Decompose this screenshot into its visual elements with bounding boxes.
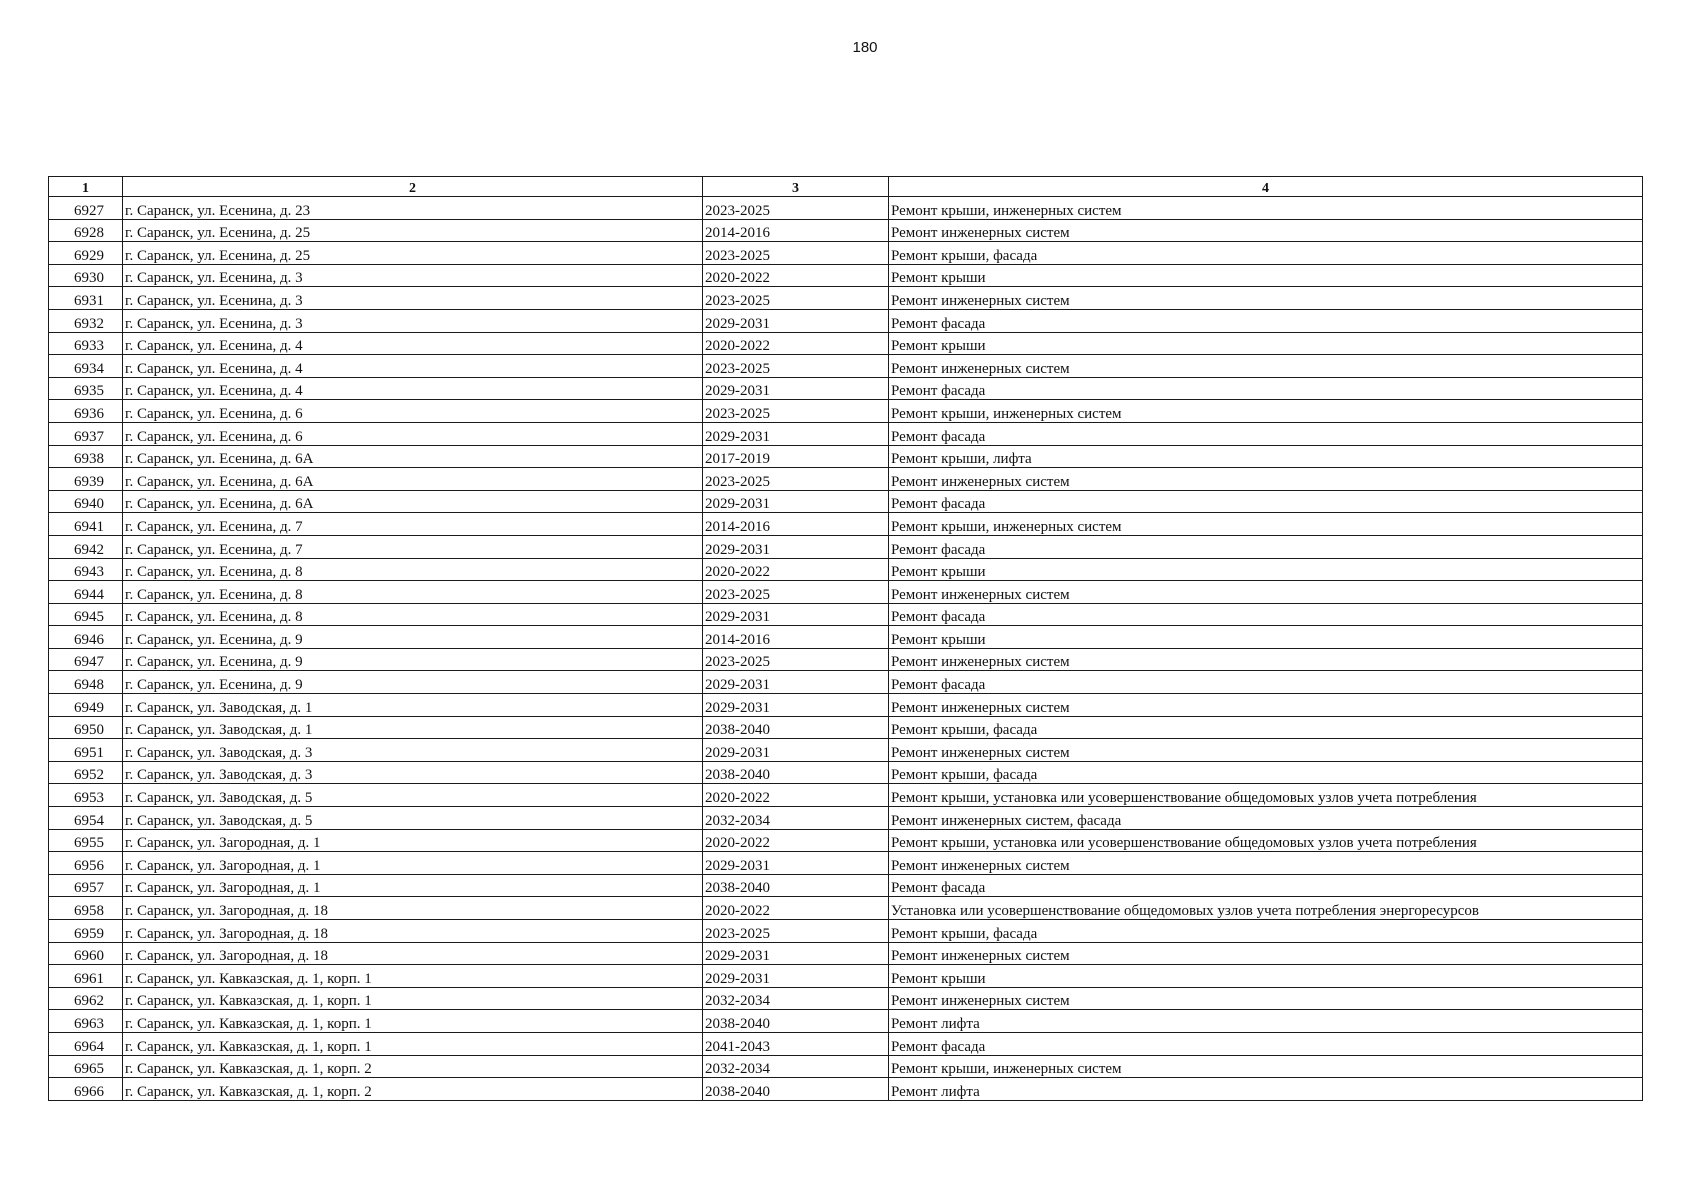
- address-cell: г. Саранск, ул. Есенина, д. 4: [123, 332, 703, 355]
- table-row: [49, 671, 1643, 694]
- row-number: 6928: [49, 219, 123, 242]
- period-cell: 2023-2025: [703, 355, 889, 378]
- header-col-4: 4: [889, 177, 1643, 197]
- row-number: 6942: [49, 535, 123, 558]
- row-number: 6941: [49, 513, 123, 536]
- table-row: [49, 242, 1643, 265]
- work-type-cell: Ремонт крыши, фасада: [889, 242, 1643, 265]
- table-row: [49, 1078, 1643, 1101]
- row-number: 6966: [49, 1078, 123, 1101]
- work-type-cell: Ремонт крыши, инженерных систем: [889, 513, 1643, 536]
- work-type-cell: Ремонт инженерных систем: [889, 987, 1643, 1010]
- row-number: 6953: [49, 784, 123, 807]
- period-cell: 2020-2022: [703, 784, 889, 807]
- work-type-cell: Ремонт фасада: [889, 377, 1643, 400]
- table-body: [49, 197, 1643, 1101]
- table-row: [49, 197, 1643, 220]
- period-cell: 2023-2025: [703, 920, 889, 943]
- table-row: [49, 942, 1643, 965]
- address-cell: г. Саранск, ул. Кавказская, д. 1, корп. 1: [123, 1010, 703, 1033]
- table-row: [49, 309, 1643, 332]
- work-type-cell: Ремонт инженерных систем: [889, 942, 1643, 965]
- address-cell: г. Саранск, ул. Загородная, д. 18: [123, 920, 703, 943]
- row-number: 6936: [49, 400, 123, 423]
- table-row: [49, 694, 1643, 717]
- page-number: 180: [852, 39, 878, 56]
- row-number: 6929: [49, 242, 123, 265]
- period-cell: 2029-2031: [703, 942, 889, 965]
- work-type-cell: Ремонт инженерных систем: [889, 739, 1643, 762]
- table-row: [49, 648, 1643, 671]
- work-type-cell: Ремонт инженерных систем: [889, 694, 1643, 717]
- address-cell: г. Саранск, ул. Есенина, д. 9: [123, 626, 703, 649]
- period-cell: 2032-2034: [703, 987, 889, 1010]
- row-number: 6961: [49, 965, 123, 988]
- work-type-cell: Ремонт фасада: [889, 309, 1643, 332]
- address-cell: г. Саранск, ул. Есенина, д. 6А: [123, 490, 703, 513]
- row-number: 6951: [49, 739, 123, 762]
- period-cell: 2029-2031: [703, 671, 889, 694]
- address-cell: г. Саранск, ул. Есенина, д. 3: [123, 287, 703, 310]
- period-cell: 2038-2040: [703, 761, 889, 784]
- work-type-cell: Ремонт крыши, установка или усовершенствование общедомовых узлов учета потребления: [889, 784, 1643, 807]
- address-cell: г. Саранск, ул. Есенина, д. 8: [123, 558, 703, 581]
- table-row: [49, 377, 1643, 400]
- row-number: 6933: [49, 332, 123, 355]
- table-row: [49, 784, 1643, 807]
- period-cell: 2020-2022: [703, 264, 889, 287]
- repair-schedule-table: [48, 176, 1643, 1101]
- work-type-cell: Ремонт крыши: [889, 332, 1643, 355]
- work-type-cell: Ремонт крыши, установка или усовершенствование общедомовых узлов учета потребления: [889, 829, 1643, 852]
- address-cell: г. Саранск, ул. Есенина, д. 6А: [123, 468, 703, 491]
- period-cell: 2023-2025: [703, 468, 889, 491]
- table-row: [49, 897, 1643, 920]
- address-cell: г. Саранск, ул. Есенина, д. 6: [123, 400, 703, 423]
- period-cell: 2029-2031: [703, 694, 889, 717]
- table-row: [49, 829, 1643, 852]
- table-row: [49, 1010, 1643, 1033]
- table-row: [49, 761, 1643, 784]
- work-type-cell: Ремонт фасада: [889, 874, 1643, 897]
- address-cell: г. Саранск, ул. Загородная, д. 1: [123, 829, 703, 852]
- work-type-cell: Ремонт инженерных систем: [889, 219, 1643, 242]
- period-cell: 2041-2043: [703, 1032, 889, 1055]
- period-cell: 2014-2016: [703, 513, 889, 536]
- table-row: [49, 626, 1643, 649]
- address-cell: г. Саранск, ул. Загородная, д. 1: [123, 874, 703, 897]
- row-number: 6934: [49, 355, 123, 378]
- period-cell: 2032-2034: [703, 807, 889, 830]
- work-type-cell: Ремонт инженерных систем: [889, 581, 1643, 604]
- row-number: 6962: [49, 987, 123, 1010]
- work-type-cell: Установка или усовершенствование общедомовых узлов учета потребления энергоресурсов: [889, 897, 1643, 920]
- table-row: [49, 965, 1643, 988]
- work-type-cell: Ремонт инженерных систем: [889, 355, 1643, 378]
- address-cell: г. Саранск, ул. Есенина, д. 7: [123, 535, 703, 558]
- row-number: 6930: [49, 264, 123, 287]
- work-type-cell: Ремонт лифта: [889, 1010, 1643, 1033]
- period-cell: 2029-2031: [703, 603, 889, 626]
- row-number: 6956: [49, 852, 123, 875]
- period-cell: 2038-2040: [703, 1010, 889, 1033]
- table-header-row: [49, 177, 1643, 197]
- work-type-cell: Ремонт крыши: [889, 965, 1643, 988]
- row-number: 6955: [49, 829, 123, 852]
- work-type-cell: Ремонт фасада: [889, 535, 1643, 558]
- table-row: [49, 987, 1643, 1010]
- work-type-cell: Ремонт фасада: [889, 490, 1643, 513]
- period-cell: 2020-2022: [703, 558, 889, 581]
- row-number: 6938: [49, 445, 123, 468]
- address-cell: г. Саранск, ул. Есенина, д. 7: [123, 513, 703, 536]
- row-number: 6931: [49, 287, 123, 310]
- work-type-cell: Ремонт инженерных систем: [889, 287, 1643, 310]
- table-row: [49, 535, 1643, 558]
- address-cell: г. Саранск, ул. Есенина, д. 4: [123, 377, 703, 400]
- row-number: 6957: [49, 874, 123, 897]
- period-cell: 2029-2031: [703, 377, 889, 400]
- table-row: [49, 852, 1643, 875]
- table-row: [49, 581, 1643, 604]
- address-cell: г. Саранск, ул. Кавказская, д. 1, корп. 1: [123, 1032, 703, 1055]
- period-cell: 2023-2025: [703, 242, 889, 265]
- table-row: [49, 558, 1643, 581]
- address-cell: г. Саранск, ул. Есенина, д. 6: [123, 422, 703, 445]
- row-number: 6944: [49, 581, 123, 604]
- table-row: [49, 264, 1643, 287]
- work-type-cell: Ремонт инженерных систем: [889, 468, 1643, 491]
- row-number: 6935: [49, 377, 123, 400]
- row-number: 6946: [49, 626, 123, 649]
- period-cell: 2023-2025: [703, 581, 889, 604]
- address-cell: г. Саранск, ул. Заводская, д. 1: [123, 716, 703, 739]
- table-row: [49, 219, 1643, 242]
- period-cell: 2020-2022: [703, 332, 889, 355]
- period-cell: 2020-2022: [703, 829, 889, 852]
- address-cell: г. Саранск, ул. Есенина, д. 4: [123, 355, 703, 378]
- work-type-cell: Ремонт крыши, фасада: [889, 761, 1643, 784]
- period-cell: 2023-2025: [703, 287, 889, 310]
- address-cell: г. Саранск, ул. Кавказская, д. 1, корп. 2: [123, 1078, 703, 1101]
- period-cell: 2017-2019: [703, 445, 889, 468]
- period-cell: 2038-2040: [703, 716, 889, 739]
- address-cell: г. Саранск, ул. Есенина, д. 3: [123, 264, 703, 287]
- work-type-cell: Ремонт крыши: [889, 558, 1643, 581]
- address-cell: г. Саранск, ул. Есенина, д. 9: [123, 648, 703, 671]
- address-cell: г. Саранск, ул. Есенина, д. 8: [123, 581, 703, 604]
- address-cell: г. Саранск, ул. Есенина, д. 8: [123, 603, 703, 626]
- work-type-cell: Ремонт фасада: [889, 671, 1643, 694]
- work-type-cell: Ремонт крыши: [889, 264, 1643, 287]
- address-cell: г. Саранск, ул. Кавказская, д. 1, корп. 1: [123, 987, 703, 1010]
- row-number: 6927: [49, 197, 123, 220]
- address-cell: г. Саранск, ул. Есенина, д. 9: [123, 671, 703, 694]
- table-row: [49, 422, 1643, 445]
- period-cell: 2029-2031: [703, 852, 889, 875]
- table-row: [49, 716, 1643, 739]
- address-cell: г. Саранск, ул. Кавказская, д. 1, корп. 1: [123, 965, 703, 988]
- work-type-cell: Ремонт инженерных систем, фасада: [889, 807, 1643, 830]
- table-row: [49, 355, 1643, 378]
- row-number: 6963: [49, 1010, 123, 1033]
- period-cell: 2023-2025: [703, 197, 889, 220]
- address-cell: г. Саранск, ул. Заводская, д. 5: [123, 784, 703, 807]
- row-number: 6964: [49, 1032, 123, 1055]
- row-number: 6940: [49, 490, 123, 513]
- table-row: [49, 513, 1643, 536]
- row-number: 6937: [49, 422, 123, 445]
- work-type-cell: Ремонт фасада: [889, 422, 1643, 445]
- period-cell: 2023-2025: [703, 400, 889, 423]
- row-number: 6947: [49, 648, 123, 671]
- address-cell: г. Саранск, ул. Есенина, д. 3: [123, 309, 703, 332]
- table-row: [49, 1032, 1643, 1055]
- table-row: [49, 920, 1643, 943]
- table-row: [49, 1055, 1643, 1078]
- period-cell: 2038-2040: [703, 874, 889, 897]
- address-cell: г. Саранск, ул. Есенина, д. 23: [123, 197, 703, 220]
- table-row: [49, 445, 1643, 468]
- header-col-2: 2: [123, 177, 703, 197]
- work-type-cell: Ремонт крыши, фасада: [889, 716, 1643, 739]
- table-row: [49, 874, 1643, 897]
- table-row: [49, 603, 1643, 626]
- address-cell: г. Саранск, ул. Загородная, д. 1: [123, 852, 703, 875]
- address-cell: г. Саранск, ул. Заводская, д. 3: [123, 739, 703, 762]
- period-cell: 2029-2031: [703, 309, 889, 332]
- table-row: [49, 287, 1643, 310]
- row-number: 6948: [49, 671, 123, 694]
- period-cell: 2029-2031: [703, 535, 889, 558]
- period-cell: 2032-2034: [703, 1055, 889, 1078]
- header-col-1: 1: [49, 177, 123, 197]
- header-col-3: 3: [703, 177, 889, 197]
- work-type-cell: Ремонт крыши, лифта: [889, 445, 1643, 468]
- address-cell: г. Саранск, ул. Есенина, д. 25: [123, 242, 703, 265]
- work-type-cell: Ремонт лифта: [889, 1078, 1643, 1101]
- period-cell: 2038-2040: [703, 1078, 889, 1101]
- row-number: 6954: [49, 807, 123, 830]
- address-cell: г. Саранск, ул. Загородная, д. 18: [123, 897, 703, 920]
- address-cell: г. Саранск, ул. Заводская, д. 3: [123, 761, 703, 784]
- row-number: 6932: [49, 309, 123, 332]
- address-cell: г. Саранск, ул. Кавказская, д. 1, корп. 2: [123, 1055, 703, 1078]
- table-row: [49, 739, 1643, 762]
- address-cell: г. Саранск, ул. Заводская, д. 5: [123, 807, 703, 830]
- row-number: 6945: [49, 603, 123, 626]
- work-type-cell: Ремонт крыши, инженерных систем: [889, 1055, 1643, 1078]
- work-type-cell: Ремонт фасада: [889, 603, 1643, 626]
- row-number: 6939: [49, 468, 123, 491]
- row-number: 6943: [49, 558, 123, 581]
- work-type-cell: Ремонт крыши: [889, 626, 1643, 649]
- period-cell: 2023-2025: [703, 648, 889, 671]
- period-cell: 2014-2016: [703, 219, 889, 242]
- work-type-cell: Ремонт крыши, фасада: [889, 920, 1643, 943]
- period-cell: 2014-2016: [703, 626, 889, 649]
- row-number: 6950: [49, 716, 123, 739]
- table-row: [49, 400, 1643, 423]
- table-row: [49, 468, 1643, 491]
- row-number: 6959: [49, 920, 123, 943]
- work-type-cell: Ремонт инженерных систем: [889, 648, 1643, 671]
- address-cell: г. Саранск, ул. Есенина, д. 6А: [123, 445, 703, 468]
- period-cell: 2029-2031: [703, 490, 889, 513]
- period-cell: 2029-2031: [703, 965, 889, 988]
- work-type-cell: Ремонт фасада: [889, 1032, 1643, 1055]
- table-row: [49, 332, 1643, 355]
- period-cell: 2029-2031: [703, 739, 889, 762]
- period-cell: 2020-2022: [703, 897, 889, 920]
- table-row: [49, 490, 1643, 513]
- table-row: [49, 807, 1643, 830]
- row-number: 6952: [49, 761, 123, 784]
- work-type-cell: Ремонт крыши, инженерных систем: [889, 400, 1643, 423]
- row-number: 6965: [49, 1055, 123, 1078]
- row-number: 6958: [49, 897, 123, 920]
- period-cell: 2029-2031: [703, 422, 889, 445]
- row-number: 6949: [49, 694, 123, 717]
- address-cell: г. Саранск, ул. Заводская, д. 1: [123, 694, 703, 717]
- address-cell: г. Саранск, ул. Загородная, д. 18: [123, 942, 703, 965]
- address-cell: г. Саранск, ул. Есенина, д. 25: [123, 219, 703, 242]
- row-number: 6960: [49, 942, 123, 965]
- work-type-cell: Ремонт крыши, инженерных систем: [889, 197, 1643, 220]
- work-type-cell: Ремонт инженерных систем: [889, 852, 1643, 875]
